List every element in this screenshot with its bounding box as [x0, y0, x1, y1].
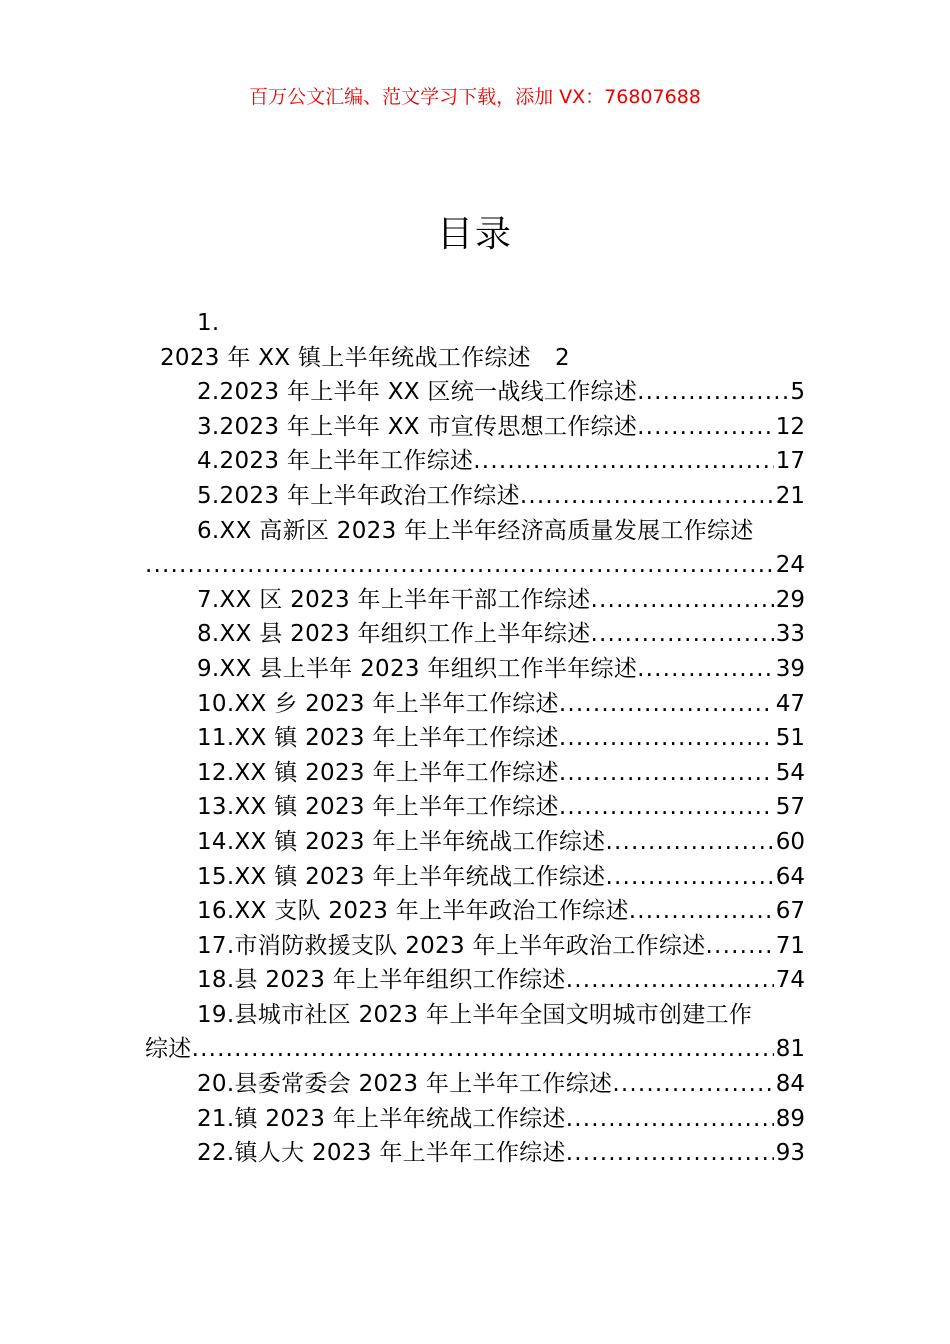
- toc-entry-page: 51: [775, 725, 805, 752]
- toc-entry-title: 11.XX 镇 2023 年上半年工作综述: [197, 725, 559, 752]
- dot-leader: [473, 444, 773, 479]
- dot-leader: [559, 756, 774, 791]
- toc-entry-page: 71: [775, 932, 805, 959]
- dot-leader: [192, 1032, 774, 1067]
- toc-entry[interactable]: [145, 1102, 805, 1137]
- toc-entry-title: 2.2023 年上半年 XX 区统一战线工作综述: [197, 379, 638, 406]
- toc-entry-page: 29: [775, 586, 805, 613]
- dot-leader: [637, 375, 788, 410]
- toc-entry[interactable]: [145, 1067, 805, 1102]
- toc-entry[interactable]: [145, 479, 805, 514]
- toc-entry[interactable]: [145, 929, 805, 964]
- toc-entry-page: 89: [775, 1105, 805, 1132]
- toc-entry-page: 54: [775, 759, 805, 786]
- toc-entry[interactable]: [145, 652, 805, 687]
- toc-entry-page: 84: [775, 1071, 805, 1098]
- toc-entry-page: 47: [775, 690, 805, 717]
- toc-entry-title: 22.镇人大 2023 年上半年工作综述: [197, 1140, 566, 1167]
- toc-entry-page: 33: [775, 621, 805, 648]
- toc-entry-19-title-line[interactable]: [145, 998, 805, 1033]
- dot-leader: [145, 548, 774, 583]
- toc-entry-title: 4.2023 年上半年工作综述: [197, 448, 474, 475]
- table-of-contents: [145, 306, 805, 1171]
- toc-entry[interactable]: [145, 1136, 805, 1171]
- header-watermark-note: 百万公文汇编、范文学习下载，添加 VX：76807688: [249, 86, 701, 108]
- toc-entry-page: 93: [775, 1140, 805, 1167]
- toc-entry-page: 57: [775, 794, 805, 821]
- dot-leader: [612, 1067, 773, 1102]
- dot-leader: [566, 963, 774, 998]
- toc-entry-title: 16.XX 支队 2023 年上半年政治工作综述: [197, 898, 629, 925]
- toc-entry-title: 20.县委常委会 2023 年上半年工作综述: [197, 1071, 613, 1098]
- toc-entry[interactable]: [145, 756, 805, 791]
- dot-leader: [559, 721, 774, 756]
- toc-entry-1-number-line[interactable]: [145, 306, 805, 341]
- toc-entry-page: 17: [775, 448, 805, 475]
- toc-entry-page: 39: [775, 655, 805, 682]
- toc-entry-page: 81: [775, 1036, 805, 1063]
- toc-entry-title: 6.XX 高新区 2023 年上半年经济高质量发展工作综述: [197, 517, 754, 544]
- toc-entry-title: 18.县 2023 年上半年组织工作综述: [197, 967, 566, 994]
- toc-entry[interactable]: [145, 583, 805, 618]
- dot-leader: [591, 583, 774, 618]
- toc-entry-title: 2023 年 XX 镇上半年统战工作综述: [160, 344, 531, 371]
- toc-entry-number: 1.: [197, 310, 220, 336]
- toc-entry-title-continuation: 综述: [145, 1036, 192, 1063]
- toc-entry-title: 3.2023 年上半年 XX 市宣传思想工作综述: [197, 413, 638, 440]
- toc-entry-title: 10.XX 乡 2023 年上半年工作综述: [197, 690, 559, 717]
- dot-leader: [605, 860, 773, 895]
- toc-entry[interactable]: [145, 617, 805, 652]
- dot-leader: [559, 790, 774, 825]
- toc-entry[interactable]: [145, 963, 805, 998]
- toc-entry-title: 7.XX 区 2023 年上半年干部工作综述: [197, 586, 591, 613]
- toc-entry[interactable]: [145, 410, 805, 445]
- dot-leader: [637, 410, 774, 445]
- dot-leader: [706, 929, 774, 964]
- toc-entry[interactable]: [145, 860, 805, 895]
- toc-entry-page: 5: [790, 379, 805, 406]
- dot-leader: [637, 652, 774, 687]
- dot-leader: [591, 617, 774, 652]
- dot-leader: [629, 894, 774, 929]
- toc-entry-page: 24: [775, 552, 805, 579]
- toc-entry-title: 17.市消防救援支队 2023 年上半年政治工作综述: [197, 932, 706, 959]
- toc-entry-page: 12: [775, 413, 805, 440]
- toc-entry-title: 8.XX 县 2023 年组织工作上半年综述: [197, 621, 591, 648]
- toc-entry-page: 64: [775, 863, 805, 890]
- toc-entry-page: 74: [775, 967, 805, 994]
- toc-entry[interactable]: [145, 687, 805, 722]
- toc-entry-19-continuation-line[interactable]: [145, 1032, 805, 1067]
- toc-entry[interactable]: [145, 721, 805, 756]
- toc-entry-title: 12.XX 镇 2023 年上半年工作综述: [197, 759, 559, 786]
- toc-entry-title: 19.县城市社区 2023 年上半年全国文明城市创建工作: [197, 1001, 753, 1028]
- toc-entry-page: 60: [775, 828, 805, 855]
- toc-entry-1[interactable]: [145, 341, 805, 376]
- toc-entry[interactable]: [145, 894, 805, 929]
- dot-leader: [559, 687, 774, 722]
- toc-entry-title: 14.XX 镇 2023 年上半年统战工作综述: [197, 828, 606, 855]
- toc-entry[interactable]: [145, 825, 805, 860]
- toc-entry-title: 15.XX 镇 2023 年上半年统战工作综述: [197, 863, 606, 890]
- toc-entry-title: 13.XX 镇 2023 年上半年工作综述: [197, 794, 559, 821]
- toc-entry-title: 5.2023 年上半年政治工作综述: [197, 482, 520, 509]
- toc-entry-6-leader-line[interactable]: [145, 548, 805, 583]
- dot-leader: [566, 1102, 774, 1137]
- page-title: 目录: [436, 214, 513, 255]
- dot-leader: [605, 825, 773, 860]
- toc-entry-title: 9.XX 县上半年 2023 年组织工作半年综述: [197, 655, 638, 682]
- toc-entry-page: 21: [775, 482, 805, 509]
- toc-entry-6-title-line[interactable]: [145, 514, 805, 549]
- toc-entry[interactable]: [145, 444, 805, 479]
- toc-entry-title: 21.镇 2023 年上半年统战工作综述: [197, 1105, 566, 1132]
- toc-entry[interactable]: [145, 375, 805, 410]
- dot-leader: [566, 1136, 774, 1171]
- toc-entry-page: 2: [554, 344, 570, 371]
- toc-entry[interactable]: [145, 790, 805, 825]
- toc-entry-page: 67: [775, 898, 805, 925]
- dot-leader: [520, 479, 774, 514]
